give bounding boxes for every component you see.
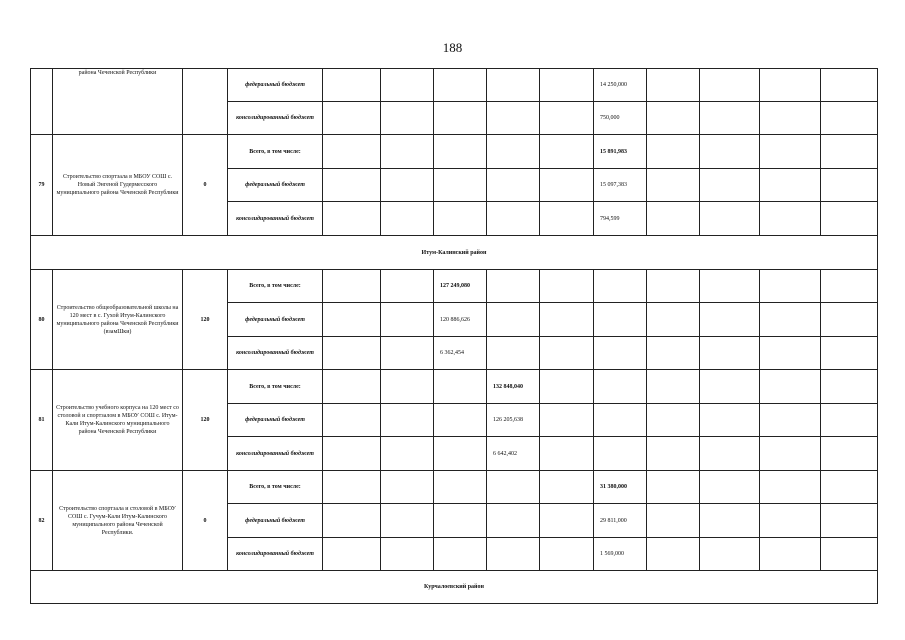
funding-source-label: федеральный бюджет xyxy=(228,404,323,437)
empty-cell xyxy=(381,471,434,504)
empty-cell xyxy=(540,437,594,471)
empty-cell xyxy=(487,102,540,135)
empty-cell xyxy=(700,102,760,135)
empty-cell xyxy=(434,404,487,437)
page-number: 188 xyxy=(442,40,463,55)
empty-cell xyxy=(540,504,594,538)
row-number-cell: 81 xyxy=(31,370,53,471)
region-title: Итум-Калинский район xyxy=(31,236,878,270)
empty-cell xyxy=(647,471,700,504)
empty-cell xyxy=(700,303,760,337)
empty-cell xyxy=(760,337,821,370)
capacity-cell: 120 xyxy=(183,270,228,370)
empty-cell xyxy=(647,270,700,303)
empty-cell xyxy=(540,303,594,337)
funding-source-label: Всего, в том числе: xyxy=(228,370,323,404)
value-cell: 126 205,638 xyxy=(487,404,540,437)
funding-source-label: Всего, в том числе: xyxy=(228,471,323,504)
empty-cell xyxy=(821,337,878,370)
empty-cell xyxy=(540,102,594,135)
empty-cell xyxy=(323,102,381,135)
empty-cell xyxy=(760,202,821,236)
empty-cell xyxy=(647,169,700,202)
empty-cell xyxy=(381,538,434,571)
empty-cell xyxy=(323,370,381,404)
table-row xyxy=(31,471,878,504)
empty-cell xyxy=(821,102,878,135)
value-cell: 31 380,000 xyxy=(594,471,647,504)
empty-cell xyxy=(760,404,821,437)
empty-cell xyxy=(323,202,381,236)
table-row xyxy=(31,270,878,303)
empty-cell xyxy=(647,538,700,571)
empty-cell xyxy=(760,270,821,303)
empty-cell xyxy=(540,404,594,437)
empty-cell xyxy=(821,538,878,571)
region-header-row xyxy=(31,236,878,270)
empty-cell xyxy=(434,471,487,504)
funding-source-label: федеральный бюджет xyxy=(228,303,323,337)
empty-cell xyxy=(700,69,760,102)
empty-cell xyxy=(434,437,487,471)
object-name-cell: Строительство спортзала в МБОУ СОШ с. Новый Энгеной Гудермесского муниципального района Чеченской Республики xyxy=(53,135,183,236)
empty-cell xyxy=(323,303,381,337)
empty-cell xyxy=(381,69,434,102)
empty-cell xyxy=(487,337,540,370)
empty-cell xyxy=(760,437,821,471)
row-number-cell: 80 xyxy=(31,270,53,370)
value-cell: 132 848,040 xyxy=(487,370,540,404)
empty-cell xyxy=(594,337,647,370)
empty-cell xyxy=(700,471,760,504)
capacity-cell: 0 xyxy=(183,135,228,236)
funding-source-label: консолидированный бюджет xyxy=(228,202,323,236)
empty-cell xyxy=(821,69,878,102)
empty-cell xyxy=(647,202,700,236)
value-cell: 794,599 xyxy=(594,202,647,236)
empty-cell xyxy=(381,135,434,169)
empty-cell xyxy=(647,69,700,102)
empty-cell xyxy=(434,370,487,404)
empty-cell xyxy=(821,471,878,504)
empty-cell xyxy=(821,135,878,169)
empty-cell xyxy=(434,69,487,102)
empty-cell xyxy=(821,404,878,437)
funding-source-label: федеральный бюджет xyxy=(228,504,323,538)
empty-cell xyxy=(434,135,487,169)
value-cell: 750,000 xyxy=(594,102,647,135)
empty-cell xyxy=(647,370,700,404)
empty-cell xyxy=(760,169,821,202)
value-cell: 6 642,402 xyxy=(487,437,540,471)
empty-cell xyxy=(540,270,594,303)
empty-cell xyxy=(487,504,540,538)
empty-cell xyxy=(323,404,381,437)
funding-source-label: Всего, в том числе: xyxy=(228,135,323,169)
value-cell: 29 811,000 xyxy=(594,504,647,538)
empty-cell xyxy=(381,437,434,471)
empty-cell xyxy=(821,504,878,538)
value-cell: 120 886,626 xyxy=(434,303,487,337)
empty-cell xyxy=(760,538,821,571)
empty-cell xyxy=(647,504,700,538)
empty-cell xyxy=(323,437,381,471)
empty-cell xyxy=(760,135,821,169)
value-cell: 6 362,454 xyxy=(434,337,487,370)
empty-cell xyxy=(760,471,821,504)
empty-cell xyxy=(760,303,821,337)
empty-cell xyxy=(594,303,647,337)
empty-cell xyxy=(487,538,540,571)
empty-cell xyxy=(434,202,487,236)
value-cell: 127 249,080 xyxy=(434,270,487,303)
funding-source-label: консолидированный бюджет xyxy=(228,337,323,370)
empty-cell xyxy=(434,538,487,571)
capacity-cell: 120 xyxy=(183,370,228,471)
empty-cell xyxy=(760,102,821,135)
empty-cell xyxy=(323,169,381,202)
empty-cell xyxy=(487,169,540,202)
empty-cell xyxy=(487,471,540,504)
empty-cell xyxy=(821,169,878,202)
empty-cell xyxy=(700,504,760,538)
empty-cell xyxy=(434,102,487,135)
empty-cell xyxy=(487,303,540,337)
empty-cell xyxy=(381,404,434,437)
funding-source-label: консолидированный бюджет xyxy=(228,538,323,571)
empty-cell xyxy=(700,135,760,169)
empty-cell xyxy=(594,437,647,471)
empty-cell xyxy=(487,270,540,303)
empty-cell xyxy=(647,404,700,437)
empty-cell xyxy=(700,538,760,571)
empty-cell xyxy=(540,337,594,370)
empty-cell xyxy=(700,169,760,202)
empty-cell xyxy=(323,538,381,571)
empty-cell xyxy=(540,370,594,404)
funding-source-label: Всего, в том числе: xyxy=(228,270,323,303)
empty-cell xyxy=(540,135,594,169)
object-name-cell: района Чеченской Республики xyxy=(53,69,183,135)
table-row xyxy=(31,135,878,169)
empty-cell xyxy=(381,504,434,538)
empty-cell xyxy=(323,69,381,102)
empty-cell xyxy=(381,370,434,404)
empty-cell xyxy=(434,504,487,538)
empty-cell xyxy=(700,202,760,236)
empty-cell xyxy=(540,169,594,202)
table-row xyxy=(31,370,878,404)
empty-cell xyxy=(540,471,594,504)
budget-table xyxy=(30,68,878,604)
empty-cell xyxy=(540,538,594,571)
funding-source-label: федеральный бюджет xyxy=(228,69,323,102)
empty-cell xyxy=(760,370,821,404)
empty-cell xyxy=(381,202,434,236)
value-cell: 1 569,000 xyxy=(594,538,647,571)
object-name-cell: Строительство общеобразовательной школы на 120 мест в с. Гухой Итум-Калинского муниципального района Чеченской Республики (взамШки) xyxy=(53,270,183,370)
empty-cell xyxy=(647,437,700,471)
empty-cell xyxy=(594,404,647,437)
row-number-cell xyxy=(31,69,53,135)
empty-cell xyxy=(487,135,540,169)
empty-cell xyxy=(821,202,878,236)
value-cell: 14 250,000 xyxy=(594,69,647,102)
capacity-cell: 0 xyxy=(183,471,228,571)
empty-cell xyxy=(323,135,381,169)
funding-source-label: консолидированный бюджет xyxy=(228,437,323,471)
funding-source-label: консолидированный бюджет xyxy=(228,102,323,135)
empty-cell xyxy=(821,270,878,303)
region-title: Курчалоевский район xyxy=(31,571,878,604)
empty-cell xyxy=(760,69,821,102)
value-cell: 15 891,983 xyxy=(594,135,647,169)
row-number-cell: 82 xyxy=(31,471,53,571)
empty-cell xyxy=(700,337,760,370)
empty-cell xyxy=(381,102,434,135)
empty-cell xyxy=(381,270,434,303)
empty-cell xyxy=(760,504,821,538)
funding-source-label: федеральный бюджет xyxy=(228,169,323,202)
empty-cell xyxy=(323,471,381,504)
empty-cell xyxy=(381,337,434,370)
empty-cell xyxy=(323,504,381,538)
empty-cell xyxy=(594,370,647,404)
value-cell: 15 097,383 xyxy=(594,169,647,202)
capacity-cell xyxy=(183,69,228,135)
empty-cell xyxy=(647,337,700,370)
empty-cell xyxy=(821,303,878,337)
row-number-cell: 79 xyxy=(31,135,53,236)
empty-cell xyxy=(647,303,700,337)
empty-cell xyxy=(434,169,487,202)
empty-cell xyxy=(700,437,760,471)
empty-cell xyxy=(323,337,381,370)
object-name-cell: Строительство спортзала и столовой в МБОУ СОШ с. Гучум-Кали Итум-Калинского муниципального района Чеченской Республики. xyxy=(53,471,183,571)
empty-cell xyxy=(647,102,700,135)
empty-cell xyxy=(700,370,760,404)
empty-cell xyxy=(540,202,594,236)
empty-cell xyxy=(381,303,434,337)
empty-cell xyxy=(487,202,540,236)
empty-cell xyxy=(487,69,540,102)
empty-cell xyxy=(700,404,760,437)
empty-cell xyxy=(594,270,647,303)
empty-cell xyxy=(647,135,700,169)
empty-cell xyxy=(381,169,434,202)
empty-cell xyxy=(323,270,381,303)
table-row xyxy=(31,69,878,102)
region-header-row xyxy=(31,571,878,604)
empty-cell xyxy=(821,370,878,404)
empty-cell xyxy=(700,270,760,303)
empty-cell xyxy=(821,437,878,471)
object-name-cell: Строительство учебного корпуса на 120 мест со столовой и спортзалом в МБОУ СОШ с. Итум-Кали Итум-Калинского муниципального района Чеченской Республики xyxy=(53,370,183,471)
empty-cell xyxy=(540,69,594,102)
